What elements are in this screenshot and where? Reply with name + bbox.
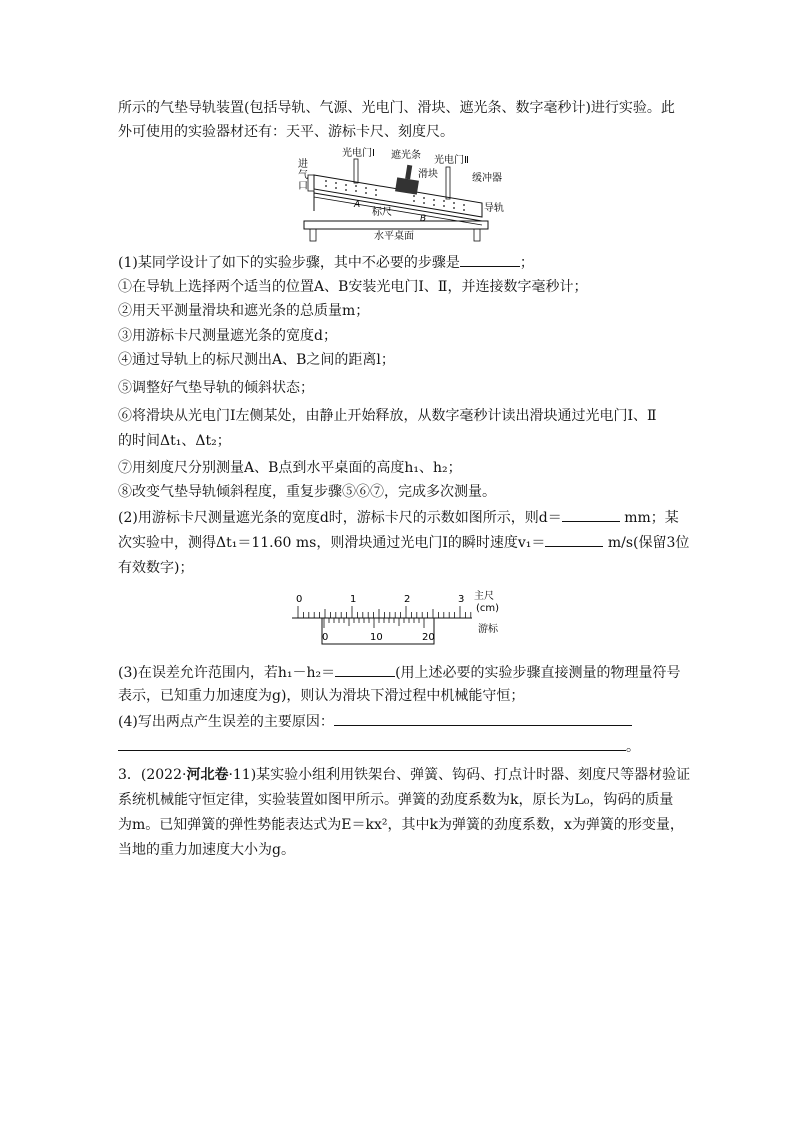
air-track-figure: [296, 145, 506, 243]
q4-line-2: [118, 736, 640, 757]
p3-rest: ·11)某实验小组利用铁架台、弹簧、钩码、打点计时器、刻度尺等器材验证: [228, 767, 691, 783]
q4-line-1: [118, 711, 632, 732]
q1-step-3: ③用游标卡尺测量遮光条的宽度d；: [118, 328, 337, 344]
vernier-scale-label: 游标: [478, 624, 498, 635]
p3-line-4: 当地的重力加速度大小为g。: [118, 842, 295, 858]
q1-step-8: ⑧改变气垫导轨倾斜程度，重复步骤⑤⑥⑦，完成多次测量。: [118, 484, 496, 500]
q2-d-blank[interactable]: [562, 507, 620, 522]
q1-step-7: ⑦用刻度尺分别测量A、B点到水平桌面的高度h₁、h₂；: [118, 460, 462, 476]
q3-line-1: [118, 662, 681, 683]
q1-step-1: ①在导轨上选择两个适当的位置A、B安装光电门Ⅰ、Ⅱ，并连接数字毫秒计；: [118, 279, 588, 295]
vernier-scale-ticks: [324, 618, 424, 628]
q3-text-b: (用上述必要的实验步骤直接测量的物理量符号: [395, 665, 681, 681]
main-tick-2: 2: [404, 594, 411, 605]
q3-blank[interactable]: [335, 662, 395, 677]
p3-line-3: 为m。已知弹簧的弹性势能表达式为E＝kx²，其中k为弹簧的劲度系数，x为弹簧的形变量，: [118, 817, 684, 833]
q2-line-2: [118, 532, 689, 553]
label-b: B: [420, 214, 427, 224]
main-tick-1: 1: [350, 594, 357, 605]
main-scale-ticks: [298, 606, 471, 618]
vernier-caliper-figure: [288, 588, 514, 654]
q3-text-a: (3)在误差允许范围内，若h₁－h₂＝: [118, 665, 336, 681]
label-buffer: 缓冲器: [472, 173, 502, 184]
vernier-tick-20: 20: [422, 632, 435, 643]
label-scale: 标尺: [372, 207, 392, 218]
q4-end: 。: [626, 739, 640, 755]
p3-num: 3．(2022·: [118, 767, 187, 783]
q2-text-a: (2)用游标卡尺测量遮光条的宽度d时，游标卡尺的示数如图所示，则d＝: [118, 510, 562, 526]
intro-line-1: 所示的气垫导轨装置(包括导轨、气源、光电门、滑块、遮光条、数字毫秒计)进行实验。此: [118, 100, 675, 116]
label-inlet-2: 气: [298, 170, 308, 181]
q1-step-5: ⑤调整好气垫导轨的倾斜状态；: [118, 380, 314, 396]
label-inlet-3: 口: [298, 181, 308, 192]
q1-prompt-text: (1)某同学设计了如下的实验步骤，其中不必要的步骤是: [118, 255, 460, 271]
label-inlet-1: 进: [298, 159, 308, 170]
vernier-tick-0: 0: [322, 632, 329, 643]
q4-blank-1[interactable]: [334, 711, 632, 726]
q1-step-2: ②用天平测量滑块和遮光条的总质量m；: [118, 303, 370, 319]
q1-prompt: [118, 252, 534, 273]
q2-line-1: [118, 507, 679, 528]
main-tick-3: 3: [458, 594, 465, 605]
q4-blank-2[interactable]: [118, 736, 626, 751]
label-rail: 导轨: [484, 203, 504, 214]
vernier-tick-10: 10: [370, 632, 383, 643]
q2-text-b: mm；某: [624, 510, 679, 526]
q2-line-3: 有效数字)；: [118, 560, 194, 576]
q1-answer-blank[interactable]: [460, 252, 520, 267]
label-gate1: 光电门Ⅰ: [342, 148, 375, 159]
label-slider: 滑块: [418, 169, 438, 180]
label-table: 水平桌面: [374, 231, 414, 242]
p3-source: 河北卷: [186, 767, 229, 783]
q2-v-blank[interactable]: [545, 532, 603, 547]
q2-text-c: 次实验中，测得Δt₁＝11.60 ms，则滑块通过光电门Ⅰ的瞬时速度v₁＝: [118, 535, 546, 551]
p3-line-2: 系统机械能守恒定律，实验装置如图甲所示。弹簧的劲度系数为k，原长为L₀，钩码的质量: [118, 792, 674, 808]
q1-prompt-end: ；: [519, 255, 534, 271]
q2-text-d: m/s(保留3位: [607, 535, 690, 551]
main-tick-0: 0: [296, 594, 303, 605]
intro-line-2: 外可使用的实验器材还有：天平、游标卡尺、刻度尺。: [118, 124, 454, 140]
q3-line-2: 表示，已知重力加速度为g)，则认为滑块下滑过程中机械能守恒；: [118, 688, 525, 704]
q4-text: (4)写出两点产生误差的主要原因：: [118, 714, 334, 730]
label-gate2: 光电门Ⅱ: [434, 155, 469, 166]
q1-step-4: ④通过导轨上的标尺测出A、B之间的距离l；: [118, 352, 395, 368]
main-scale-label: 主尺: [474, 591, 494, 602]
main-scale-unit: (cm): [476, 603, 500, 614]
q1-step-6: ⑥将滑块从光电门Ⅰ左侧某处，由静止开始释放，从数字毫秒计读出滑块通过光电门Ⅰ、Ⅱ: [118, 408, 657, 424]
q1-step-6-cont: 的时间Δt₁、Δt₂；: [118, 433, 231, 449]
label-a: A: [354, 200, 361, 210]
label-shade: 遮光条: [391, 150, 421, 161]
p3-line-1: [118, 765, 690, 785]
